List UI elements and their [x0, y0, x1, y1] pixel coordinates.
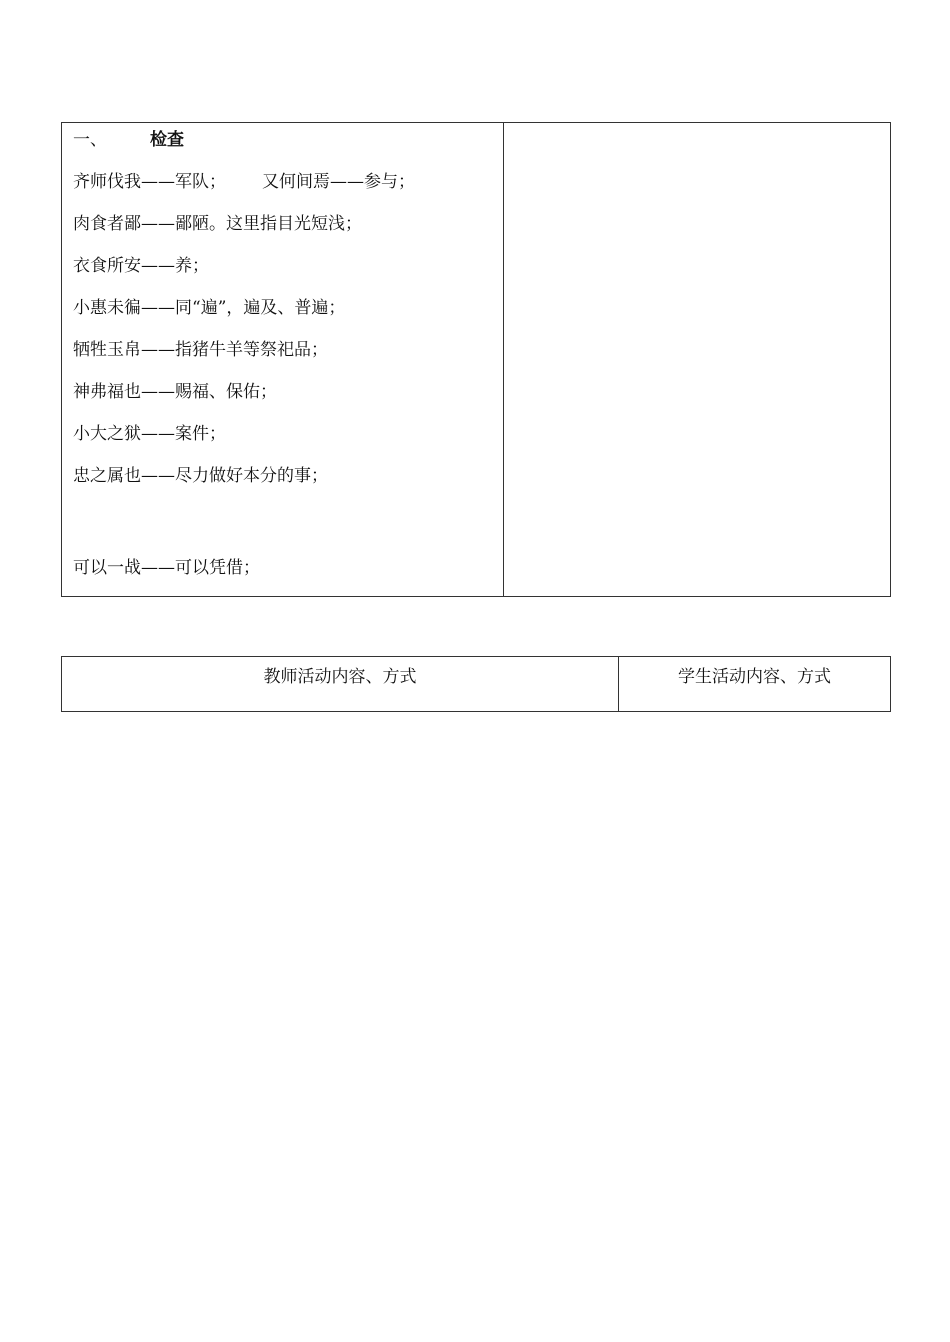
vocab-line: 神弗福也——赐福、保佑；: [73, 382, 277, 402]
vocab-line: 牺牲玉帛——指猪牛羊等祭祀品；: [73, 340, 328, 360]
student-activity-header: 学生活动内容、方式: [678, 667, 831, 687]
empty-cell: [504, 123, 890, 596]
vocabulary-cell: [62, 123, 504, 596]
vocab-line: 小大之狱——案件；: [73, 424, 226, 444]
vocab-line: 衣食所安——养；: [73, 256, 209, 276]
vocab-line: [73, 172, 415, 192]
vocab-term: 齐师伐我——军队；: [73, 172, 226, 192]
vocab-term: 又何间焉——参与；: [262, 172, 415, 192]
section-heading: 检查: [150, 130, 184, 150]
vocab-line: 可以一战——可以凭借；: [73, 558, 260, 578]
vocab-line: 小惠未徧——同“遍”，遍及、普遍；: [73, 298, 346, 318]
teacher-activity-header: 教师活动内容、方式: [62, 657, 619, 711]
vocabulary-table: [61, 122, 891, 597]
vocab-line: 肉食者鄙——鄙陋。这里指目光短浅；: [73, 214, 362, 234]
section-number: 一、: [73, 130, 107, 150]
vocab-line: 忠之属也——尽力做好本分的事；: [73, 466, 328, 486]
activity-table: [61, 656, 891, 712]
